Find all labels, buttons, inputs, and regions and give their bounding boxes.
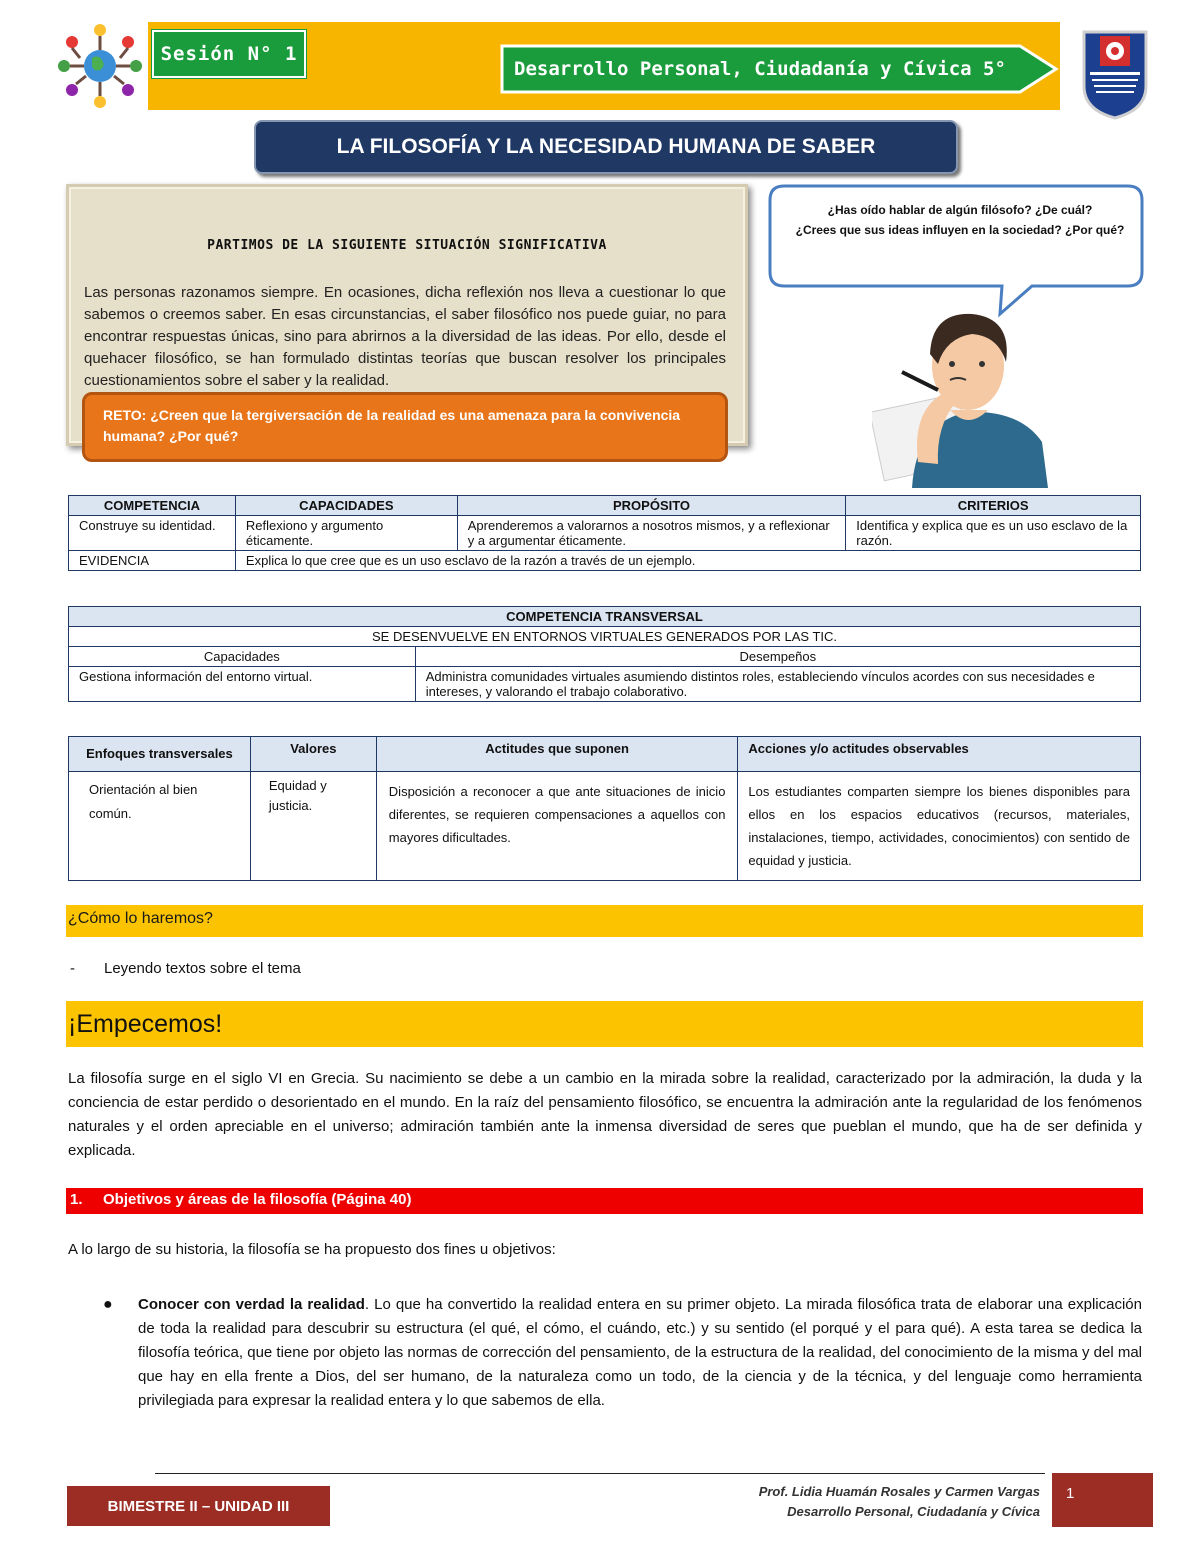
table-header-row — [69, 737, 1141, 772]
table-cell: Orientación al bien común. — [69, 772, 251, 881]
column-header: Enfoques transversales — [69, 737, 251, 772]
footer-divider — [155, 1473, 1045, 1474]
column-header: CRITERIOS — [846, 496, 1141, 516]
bullet-icon: ● — [103, 1296, 113, 1313]
howto-bar — [66, 905, 1143, 937]
table-cell: Aprenderemos a valorarnos a nosotros mismos, y a reflexionar y a argumentar éticamente. — [457, 516, 846, 551]
evidence-label: EVIDENCIA — [69, 551, 236, 571]
transversal-approaches-table — [68, 736, 1141, 881]
table-cell: Construye su identidad. — [69, 516, 236, 551]
table-row — [69, 627, 1141, 647]
bubble-questions — [790, 200, 1130, 240]
column-header: Valores — [250, 737, 376, 772]
table-row — [69, 772, 1141, 881]
column-header: Desempeños — [415, 647, 1140, 667]
page-title: LA FILOSOFÍA Y LA NECESIDAD HUMANA DE SABER — [254, 120, 958, 174]
transversal-competence-table — [68, 606, 1141, 702]
table-cell: Disposición a reconocer a que ante situaciones de inicio diferentes, se requieren compensaciones a aquellos con mayores dificultades. — [376, 772, 738, 881]
table-header-row — [69, 496, 1141, 516]
subject-title: Desarrollo Personal, Ciudadanía y Cívica 5° — [514, 58, 1006, 80]
list-dash: - — [70, 960, 75, 977]
section-1-number: 1. — [70, 1191, 83, 1208]
table-cell: Reflexiono y argumento éticamente. — [235, 516, 457, 551]
table-row — [69, 647, 1141, 667]
table-cell: Los estudiantes comparten siempre los bienes disponibles para ellos en los espacios educativos (recursos, materiales, instalaciones, tiempo, actividades, conocimientos) con sentido de equidad y justicia. — [738, 772, 1141, 881]
intro-paragraph: La filosofía surge en el siglo VI en Grecia. Su nacimiento se debe a un cambio en la mirada sobre la realidad, caracterizado por la admiración, la duda y la conciencia de estar perdido o desorientado en el mundo. En la raíz del pensamiento filosófico, se encuentra la admiración ante la regularidad de los fenómenos naturales y el orden apreciable en el universo; admiración también ante la inmensa diversidad de seres que pueblan el mundo, que ha de ser definida y explicada. — [68, 1070, 1142, 1159]
thinking-student-illustration — [872, 302, 1052, 488]
column-header: Capacidades — [69, 647, 416, 667]
start-bar — [66, 1001, 1143, 1047]
table-header-row — [69, 607, 1141, 627]
column-header: PROPÓSITO — [457, 496, 846, 516]
competence-table — [68, 495, 1141, 571]
footer-authors — [690, 1482, 1040, 1522]
objective-text: . Lo que ha convertido la realidad entera en su primer objeto. La mirada filosófica trata de elaborar una explicación de toda la realidad para descubrir su estructura (el qué, el cómo, el cuándo, etc.) y su sentido (el porqué y el para qué). A esta tarea se dedica la filosofía teórica, que tiene por objeto las normas de corrección del pensamiento, de la estructura de la realidad, del conocimiento de la misma y del mal que hay en ella frente a Dios, del ser humano, de la naturaleza como un todo, de la ciencia y de la técnica, y del lenguaje como herramienta privilegiada para expresar la realidad entera y lo que sabemos de ella. — [138, 1296, 1142, 1409]
objectives-intro: A lo largo de su historia, la filosofía se ha propuesto dos fines u objetivos: — [68, 1241, 556, 1258]
objective-paragraph — [138, 1293, 1142, 1413]
column-header: Actitudes que suponen — [376, 737, 738, 772]
page-number: 1 — [1066, 1485, 1075, 1502]
challenge-box: RETO: ¿Creen que la tergiversación de la realidad es una amenaza para la convivencia humana? ¿Por qué? — [82, 392, 728, 462]
table-cell: Identifica y explica que es un uso esclavo de la razón. — [846, 516, 1141, 551]
course-line: Desarrollo Personal, Ciudadanía y Cívica — [787, 1504, 1040, 1519]
bubble-question-2: ¿Crees que sus ideas influyen en la sociedad? ¿Por qué? — [795, 223, 1125, 237]
authors-line: Prof. Lidia Huamán Rosales y Carmen Vargas — [758, 1484, 1040, 1499]
table-row — [69, 516, 1141, 551]
table-cell: Equidad y justicia. — [250, 772, 376, 881]
column-header: Acciones y/o actitudes observables — [738, 737, 1141, 772]
column-header: CAPACIDADES — [235, 496, 457, 516]
situation-heading: PARTIMOS DE LA SIGUIENTE SITUACIÓN SIGNIFICATIVA — [207, 238, 607, 253]
howto-item: Leyendo textos sobre el tema — [104, 960, 301, 977]
evidence-text: Explica lo que cree que es un uso esclavo de la razón a través de un ejemplo. — [235, 551, 1140, 571]
table-cell: Gestiona información del entorno virtual. — [69, 667, 416, 702]
objective-heading: Conocer con verdad la realidad — [138, 1296, 365, 1313]
table-row — [69, 667, 1141, 702]
unit-badge: BIMESTRE II – UNIDAD III — [67, 1486, 330, 1526]
page-number-box — [1052, 1473, 1153, 1527]
children-globe-logo — [52, 20, 148, 110]
bubble-question-1: ¿Has oído hablar de algún filósofo? ¿De cuál? — [827, 203, 1093, 217]
section-1-title: Objetivos y áreas de la filosofía (Página 40) — [103, 1191, 412, 1208]
evidence-row — [69, 551, 1141, 571]
school-crest-logo — [1078, 26, 1152, 120]
situation-text: Las personas razonamos siempre. En ocasiones, dicha reflexión nos lleva a cuestionar lo que sabemos o creemos saber. En esas circunstancias, el saber filosófico nos puede guiar, no para encontrar respuestas únicas, sino para abrirnos a la diversidad de las ideas. Por ello, desde el quehacer filosófico, se han formulado distintas teorías que buscan resolver los principales cuestionamientos sobre el saber y la realidad. — [84, 284, 726, 389]
howto-title: ¿Cómo lo haremos? — [68, 910, 213, 927]
start-title: ¡Empecemos! — [68, 1010, 223, 1038]
session-label: Sesión N° 1 — [152, 30, 306, 78]
table-cell: Administra comunidades virtuales asumiendo distintos roles, estableciendo vínculos acordes con sus necesidades e intereses, y valorando el trabajo colaborativo. — [415, 667, 1140, 702]
transversal-subtitle: SE DESENVUELVE EN ENTORNOS VIRTUALES GENERADOS POR LAS TIC. — [69, 627, 1141, 647]
transversal-title: COMPETENCIA TRANSVERSAL — [69, 607, 1141, 627]
column-header: COMPETENCIA — [69, 496, 236, 516]
